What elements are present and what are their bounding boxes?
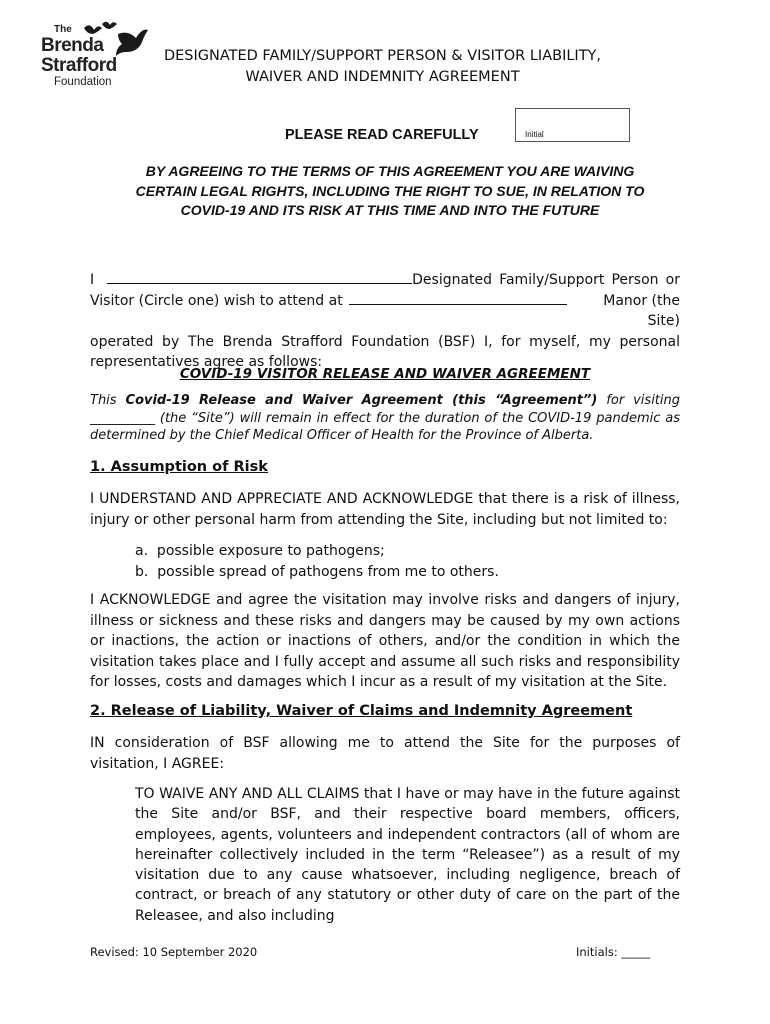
read-carefully-heading: PLEASE READ CAREFULLY (285, 127, 479, 143)
logo-brenda: Brenda (41, 35, 104, 56)
document-title (130, 46, 635, 88)
logo-strafford: Strafford (41, 55, 117, 76)
warning-line-1: BY AGREEING TO THE TERMS OF THIS AGREEMENT YOU ARE WAIVING (145, 163, 635, 179)
title-line-1: DESIGNATED FAMILY/SUPPORT PERSON & VISITOR LIABILITY, (163, 48, 602, 64)
revised-date: Revised: 10 September 2020 (90, 945, 258, 959)
warning-line-3: COVID-19 AND ITS RISK AT THIS TIME AND INTO THE FUTURE (180, 202, 600, 218)
initial-box[interactable] (515, 108, 630, 142)
list-item: a. possible exposure to pathogens; (135, 543, 385, 559)
declaration-i: I (90, 272, 95, 288)
manor-suffix: Manor (the Site) (603, 292, 680, 329)
logo-foundation: Foundation (54, 76, 112, 88)
visitor-prefix: Visitor (Circle one) wish to attend at (90, 292, 343, 309)
initial-label: Initial (525, 130, 544, 139)
initials-footer: Initials: _____ (576, 945, 651, 959)
section-1-title: 1. Assumption of Risk (90, 459, 268, 475)
risk-list (135, 541, 499, 583)
name-blank[interactable] (107, 271, 412, 284)
declaration-paragraph (90, 270, 680, 373)
declaration-line-2 (90, 291, 680, 332)
section-2-para-2: TO WAIVE ANY AND ALL CLAIMS that I have or may have in the future against the Site and/or BSF, and their respective board members, officers, employees, agents, volunteers and independent contractors (all of whom are hereinafter collectively included in the term “Releasee”) as a result of my visitation due to any cause whatsoever, including negligence, breach of contract, or breach of any statutory or other duty of care on the part of the Releasee, and also including (135, 786, 680, 924)
section-1-para-1: I UNDERSTAND AND APPRECIATE AND ACKNOWLEDGE that there is a risk of illness, injury or other personal harm from attending the Site, including but not limited to: (90, 491, 680, 528)
agreement-name: Covid-19 Release and Waiver Agreement (this “Agreement”) (125, 393, 598, 408)
logo-the: The (54, 24, 72, 35)
declaration-rest: operated by The Brenda Strafford Foundation (BSF) I, for myself, my personal representatives agree as follows: (90, 333, 680, 370)
section-2-para-1: IN consideration of BSF allowing me to attend the Site for the purposes of visitation, I AGREE: (90, 735, 680, 772)
visiting-blank[interactable]: __________ (90, 410, 155, 426)
section-1-para-2: I ACKNOWLEDGE and agree the visitation may involve risks and dangers of injury, illness or sickness and these risks and dangers may be caused by my own actions or inactions, the action or inactions of others, and/or the condition in which the visitation takes place and I fully accept and assume all such risks and responsibility for losses, costs and damages which I incur as a result of my visitation at the Site. (90, 592, 680, 690)
legal-warning (95, 162, 685, 221)
title-line-2: WAIVER AND INDEMNITY AGREEMENT (245, 69, 520, 85)
intro-rest: (the “Site”) will remain in effect for the duration of the COVID-19 pandemic as determined by the Chief Medical Officer of Health for the Province of Alberta. (90, 410, 680, 443)
intro-this: This (90, 393, 117, 408)
covid-agreement-heading: COVID-19 VISITOR RELEASE AND WAIVER AGREEMENT (179, 366, 591, 382)
warning-line-2: CERTAIN LEGAL RIGHTS, INCLUDING THE RIGHT TO SUE, IN RELATION TO (135, 182, 645, 199)
declaration-role: Designated Family/Support Person or (412, 272, 680, 288)
list-item: b. possible spread of pathogens from me to others. (135, 564, 499, 580)
site-blank[interactable] (349, 292, 567, 305)
covid-agreement-intro (90, 392, 680, 445)
section-2-title: 2. Release of Liability, Waiver of Claims and Indemnity Agreement (90, 703, 633, 719)
intro-for-visiting: for visiting (606, 393, 681, 408)
declaration-line-1 (90, 270, 680, 291)
